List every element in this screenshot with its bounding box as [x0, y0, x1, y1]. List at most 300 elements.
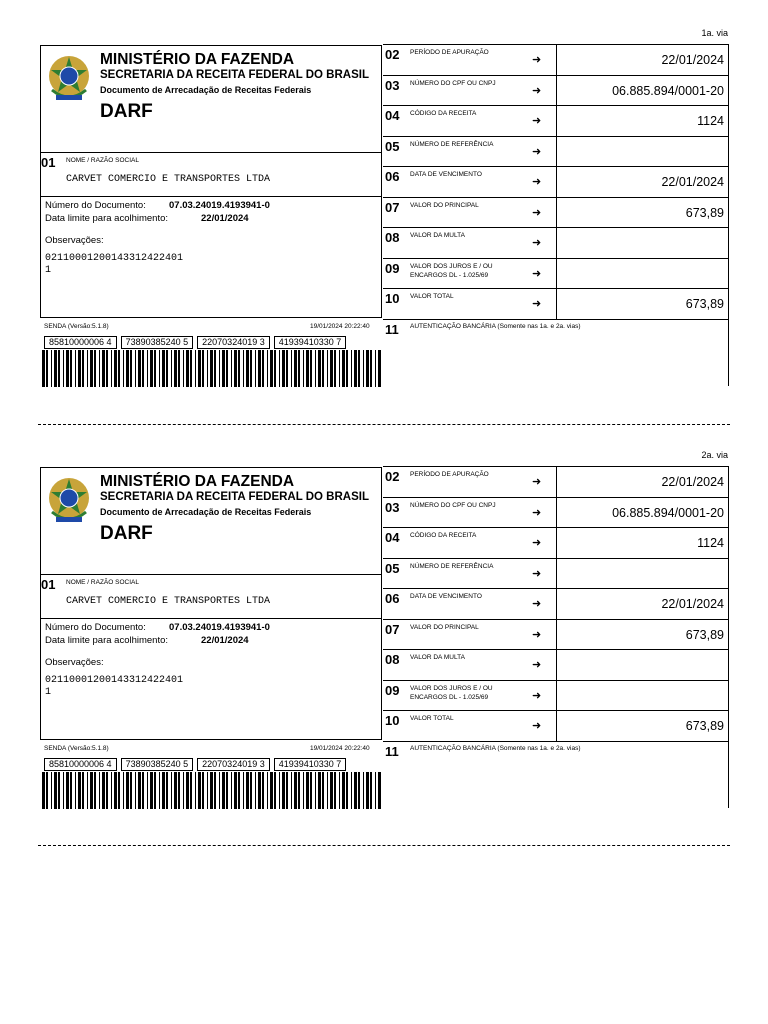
field-label: CÓDIGO DA RECEITA — [410, 110, 477, 117]
field-number: 03 — [385, 499, 400, 515]
barcode-bar — [282, 772, 285, 809]
barcode-bar — [166, 350, 168, 387]
barcode-bar — [378, 350, 381, 387]
via-label: 2a. via — [701, 450, 728, 460]
field-label: NOME / RAZÃO SOCIAL — [66, 157, 139, 164]
form-field-row — [383, 619, 729, 650]
arrow-right-icon: ➜ — [532, 659, 542, 671]
field-value — [556, 681, 729, 711]
field-value: 1124 — [556, 528, 729, 558]
barcode-bar — [154, 772, 156, 809]
barcode-bar — [262, 350, 264, 387]
barcode-bar — [198, 772, 201, 809]
barcode — [42, 350, 382, 387]
barcode-bar — [294, 772, 297, 809]
field-label: AUTENTICAÇÃO BANCÁRIA (Somente nas 1a. e 2a. vias) — [410, 745, 581, 752]
brazil-coat-of-arms-icon — [46, 54, 92, 102]
field-number: 10 — [385, 291, 400, 306]
form-field-row — [383, 558, 729, 589]
observations-line-2: 1 — [45, 265, 52, 276]
barcode-bar — [46, 350, 48, 387]
barcode-bar — [378, 772, 381, 809]
values-panel — [383, 466, 729, 808]
form-field-row — [383, 588, 729, 619]
barcode-bar — [183, 350, 184, 387]
barcode-bar — [255, 350, 256, 387]
barcode-bar — [291, 350, 292, 387]
barcode-bar — [202, 350, 204, 387]
barcode-bar — [186, 350, 189, 387]
barcode-group: 85810000006 4 — [44, 336, 117, 349]
field-label: VALOR DA MULTA — [410, 654, 465, 661]
field-number: 08 — [385, 230, 400, 245]
barcode-bar — [366, 772, 369, 809]
barcode-bar — [75, 772, 76, 809]
header-block — [41, 46, 381, 153]
barcode-bar — [111, 772, 112, 809]
generation-timestamp: 19/01/2024 20:22:40 — [310, 323, 370, 330]
barcode-bar — [375, 350, 376, 387]
barcode-bar — [258, 350, 261, 387]
barcode-bar — [354, 772, 357, 809]
barcode-bar — [351, 772, 352, 809]
barcode-bar — [94, 350, 96, 387]
observations-line-1: 02110001200143312422401 — [45, 253, 184, 264]
field-number: 05 — [385, 560, 400, 576]
form-field-row — [383, 197, 729, 228]
barcode-bar — [294, 350, 297, 387]
field-number: 09 — [385, 682, 400, 698]
barcode-bar — [219, 350, 220, 387]
barcode-bar — [162, 772, 165, 809]
form-field-row — [383, 44, 729, 75]
barcode-bar — [279, 772, 280, 809]
barcode-digits — [44, 758, 346, 771]
field-number: 06 — [385, 591, 400, 606]
barcode-bar — [255, 772, 256, 809]
form-field-row — [383, 466, 729, 497]
field-value: 673,89 — [556, 620, 729, 650]
barcode-bar — [183, 772, 184, 809]
barcode-bar — [174, 350, 177, 387]
cut-line — [38, 424, 730, 425]
barcode-bar — [70, 772, 72, 809]
barcode-bar — [346, 772, 348, 809]
barcode-bar — [63, 350, 64, 387]
field-number: 09 — [385, 260, 400, 276]
barcode-bar — [87, 350, 88, 387]
form-field-row — [383, 710, 729, 741]
barcode-bar — [126, 350, 129, 387]
arrow-right-icon: ➜ — [532, 176, 542, 188]
field-number: 01 — [41, 577, 56, 592]
barcode-bar — [171, 350, 172, 387]
arrow-right-icon: ➜ — [532, 567, 542, 580]
field-01-name — [41, 152, 381, 197]
field-11-authentication — [383, 319, 729, 386]
barcode-bar — [207, 772, 208, 809]
field-label: VALOR TOTAL — [410, 715, 454, 722]
field-value — [556, 559, 729, 589]
field-number: 02 — [385, 469, 400, 484]
via-label: 1a. via — [701, 28, 728, 38]
field-value — [556, 228, 729, 258]
barcode-bar — [370, 350, 372, 387]
barcode-bar — [90, 350, 93, 387]
field-value: 06.885.894/0001-20 — [556, 498, 729, 528]
field-number: 07 — [385, 199, 400, 215]
field-11-authentication — [383, 741, 729, 808]
barcode-bar — [210, 350, 213, 387]
form-title: DARF — [100, 101, 153, 122]
barcode-bar — [274, 350, 276, 387]
field-number: 02 — [385, 47, 400, 62]
barcode-bar — [51, 772, 52, 809]
field-value: 673,89 — [556, 711, 729, 741]
field-label: VALOR TOTAL — [410, 293, 454, 300]
barcode-bar — [238, 772, 240, 809]
field-value: 1124 — [556, 106, 729, 136]
barcode-bar — [327, 772, 328, 809]
barcode-bar — [354, 350, 357, 387]
field-value: 22/01/2024 — [556, 589, 729, 619]
barcode-bar — [214, 772, 216, 809]
arrow-right-icon: ➜ — [532, 54, 542, 66]
barcode-bar — [226, 772, 228, 809]
arrow-right-icon: ➜ — [532, 267, 542, 280]
barcode-bar — [366, 350, 369, 387]
barcode-bar — [66, 350, 69, 387]
barcode-bar — [118, 772, 120, 809]
arrow-right-icon: ➜ — [532, 145, 542, 158]
barcode-bar — [123, 350, 124, 387]
arrow-right-icon: ➜ — [532, 84, 542, 97]
barcode-bar — [198, 350, 201, 387]
document-title: Documento de Arrecadação de Receitas Federais — [100, 507, 312, 517]
barcode-bar — [178, 350, 180, 387]
barcode-bar — [291, 772, 292, 809]
barcode-bar — [130, 772, 132, 809]
field-01-name — [41, 574, 381, 619]
barcode-bar — [246, 350, 249, 387]
field-label: PERÍODO DE APURAÇÃO — [410, 471, 489, 478]
form-field-row — [383, 288, 729, 319]
field-number: 01 — [41, 155, 56, 170]
field-number: 06 — [385, 169, 400, 184]
barcode-bar — [246, 772, 249, 809]
barcode-bar — [279, 350, 280, 387]
barcode-bar — [267, 350, 268, 387]
barcode-group: 73890385240 5 — [121, 758, 194, 771]
barcode-bar — [363, 350, 364, 387]
field-number: 05 — [385, 138, 400, 154]
field-label: VALOR DOS JUROS E / OU ENCARGOS DL - 1.025/69 — [410, 684, 493, 701]
arrow-right-icon: ➜ — [532, 537, 542, 549]
barcode-bar — [162, 350, 165, 387]
brazil-coat-of-arms-icon — [46, 476, 92, 524]
barcode-bar — [315, 350, 316, 387]
field-value — [556, 650, 729, 680]
barcode-bar — [102, 350, 105, 387]
barcode-bar — [138, 772, 141, 809]
barcode-bar — [78, 772, 81, 809]
arrow-right-icon: ➜ — [532, 298, 542, 310]
arrow-right-icon: ➜ — [532, 598, 542, 610]
taxpayer-name: CARVET COMERCIO E TRANSPORTES LTDA — [66, 174, 271, 185]
barcode-bar — [363, 772, 364, 809]
field-value: 22/01/2024 — [556, 467, 729, 497]
document-title: Documento de Arrecadação de Receitas Federais — [100, 85, 312, 95]
barcode-bar — [267, 772, 268, 809]
field-number: 03 — [385, 77, 400, 93]
arrow-right-icon: ➜ — [532, 720, 542, 732]
barcode-bar — [147, 772, 148, 809]
barcode-bar — [142, 350, 144, 387]
barcode-bar — [342, 772, 345, 809]
barcode-bar — [90, 772, 93, 809]
barcode-bar — [70, 350, 72, 387]
header-block — [41, 468, 381, 575]
senda-version: SENDA (Versão:5.1.8) — [44, 323, 109, 330]
arrow-right-icon: ➜ — [532, 115, 542, 127]
barcode-bar — [114, 772, 117, 809]
observations-label: Observações: — [45, 235, 104, 246]
barcode-bar — [46, 772, 48, 809]
form-field-row — [383, 527, 729, 558]
barcode-bar — [58, 772, 60, 809]
barcode-bar — [222, 350, 225, 387]
barcode-bar — [310, 350, 312, 387]
field-label: CÓDIGO DA RECEITA — [410, 532, 477, 539]
secretariat-title: SECRETARIA DA RECEITA FEDERAL DO BRASIL — [100, 69, 369, 81]
barcode-bar — [150, 350, 153, 387]
form-field-row — [383, 105, 729, 136]
field-number: 11 — [385, 744, 399, 759]
deadline-label: Data limite para acolhimento: — [45, 635, 169, 646]
barcode-group: 22070324019 3 — [197, 758, 270, 771]
barcode-bar — [195, 350, 196, 387]
barcode-bar — [330, 350, 333, 387]
barcode-bar — [339, 350, 340, 387]
barcode-bar — [166, 772, 168, 809]
taxpayer-panel — [40, 45, 382, 318]
form-field-row — [383, 258, 729, 289]
arrow-right-icon: ➜ — [532, 476, 542, 488]
barcode-bar — [123, 772, 124, 809]
barcode-bar — [195, 772, 196, 809]
barcode-bar — [282, 350, 285, 387]
barcode-bar — [226, 350, 228, 387]
barcode-group: 41939410330 7 — [274, 336, 347, 349]
observations-label: Observações: — [45, 657, 104, 668]
form-field-row — [383, 166, 729, 197]
observations-line-2: 1 — [45, 687, 52, 698]
barcode-bar — [66, 772, 69, 809]
barcode-bar — [190, 350, 192, 387]
barcode-bar — [82, 772, 84, 809]
field-number: 04 — [385, 108, 400, 123]
arrow-right-icon: ➜ — [532, 628, 542, 641]
form-field-row — [383, 75, 729, 106]
barcode-bar — [270, 772, 273, 809]
barcode-bar — [315, 772, 316, 809]
barcode-group: 73890385240 5 — [121, 336, 194, 349]
barcode-bar — [322, 350, 324, 387]
barcode-bar — [75, 350, 76, 387]
barcode-bar — [106, 772, 108, 809]
barcode-bar — [42, 772, 45, 809]
barcode-bar — [243, 350, 244, 387]
barcode-bar — [99, 350, 100, 387]
darf-copy — [0, 422, 768, 822]
barcode-bar — [234, 772, 237, 809]
barcode-bar — [303, 772, 304, 809]
barcode-bar — [171, 772, 172, 809]
barcode-bar — [222, 772, 225, 809]
form-field-row — [383, 649, 729, 680]
barcode-bar — [306, 350, 309, 387]
barcode-bar — [286, 350, 288, 387]
barcode-bar — [190, 772, 192, 809]
barcode-digits — [44, 336, 346, 349]
field-label: AUTENTICAÇÃO BANCÁRIA (Somente nas 1a. e 2a. vias) — [410, 323, 581, 330]
barcode-bar — [130, 350, 132, 387]
barcode-bar — [250, 350, 252, 387]
barcode-bar — [111, 350, 112, 387]
barcode-bar — [330, 772, 333, 809]
barcode-bar — [51, 350, 52, 387]
barcode-group: 41939410330 7 — [274, 758, 347, 771]
field-label: VALOR DOS JUROS E / OU ENCARGOS DL - 1.025/69 — [410, 262, 493, 279]
form-field-row — [383, 680, 729, 711]
barcode-bar — [370, 772, 372, 809]
field-value — [556, 137, 729, 167]
document-number-label: Número do Documento: — [45, 200, 146, 211]
form-title: DARF — [100, 523, 153, 544]
arrow-right-icon: ➜ — [532, 506, 542, 519]
barcode-bar — [243, 772, 244, 809]
barcode-bar — [234, 350, 237, 387]
ministry-title: MINISTÉRIO DA FAZENDA — [100, 51, 295, 68]
barcode-bar — [238, 350, 240, 387]
barcode-bar — [114, 350, 117, 387]
barcode-bar — [42, 350, 45, 387]
taxpayer-panel — [40, 467, 382, 740]
field-value: 673,89 — [556, 289, 729, 319]
senda-version: SENDA (Versão:5.1.8) — [44, 745, 109, 752]
barcode-bar — [375, 772, 376, 809]
barcode-bar — [327, 350, 328, 387]
barcode-bar — [138, 350, 141, 387]
barcode-group: 85810000006 4 — [44, 758, 117, 771]
field-label: NOME / RAZÃO SOCIAL — [66, 579, 139, 586]
field-number: 08 — [385, 652, 400, 667]
barcode — [42, 772, 382, 809]
barcode-bar — [250, 772, 252, 809]
field-label: DATA DE VENCIMENTO — [410, 171, 482, 178]
barcode-bar — [262, 772, 264, 809]
field-label: NÚMERO DE REFERÊNCIA — [410, 140, 494, 148]
field-value: 22/01/2024 — [556, 45, 729, 75]
barcode-bar — [231, 772, 232, 809]
barcode-bar — [154, 350, 156, 387]
barcode-bar — [54, 772, 57, 809]
barcode-bar — [270, 350, 273, 387]
deadline-value: 22/01/2024 — [201, 213, 249, 224]
document-number-value: 07.03.24019.4193941-0 — [169, 200, 270, 211]
barcode-bar — [219, 772, 220, 809]
barcode-bar — [135, 772, 136, 809]
generation-timestamp: 19/01/2024 20:22:40 — [310, 745, 370, 752]
arrow-right-icon: ➜ — [532, 237, 542, 249]
barcode-bar — [54, 350, 57, 387]
barcode-bar — [231, 350, 232, 387]
barcode-bar — [358, 350, 360, 387]
barcode-bar — [322, 772, 324, 809]
barcode-bar — [214, 350, 216, 387]
barcode-bar — [339, 772, 340, 809]
barcode-bar — [286, 772, 288, 809]
field-label: VALOR DO PRINCIPAL — [410, 201, 479, 209]
barcode-bar — [186, 772, 189, 809]
taxpayer-name: CARVET COMERCIO E TRANSPORTES LTDA — [66, 596, 271, 607]
cut-line — [38, 845, 730, 846]
barcode-bar — [118, 350, 120, 387]
barcode-bar — [298, 772, 300, 809]
field-label: NÚMERO DO CPF OU CNPJ — [410, 501, 496, 509]
deadline-value: 22/01/2024 — [201, 635, 249, 646]
field-label: NÚMERO DO CPF OU CNPJ — [410, 79, 496, 87]
barcode-bar — [274, 772, 276, 809]
barcode-bar — [210, 772, 213, 809]
barcode-bar — [258, 772, 261, 809]
barcode-bar — [58, 350, 60, 387]
secretariat-title: SECRETARIA DA RECEITA FEDERAL DO BRASIL — [100, 491, 369, 503]
barcode-bar — [334, 350, 336, 387]
barcode-bar — [207, 350, 208, 387]
barcode-bar — [346, 350, 348, 387]
deadline-label: Data limite para acolhimento: — [45, 213, 169, 224]
ministry-title: MINISTÉRIO DA FAZENDA — [100, 473, 295, 490]
barcode-bar — [318, 350, 321, 387]
barcode-bar — [358, 772, 360, 809]
arrow-right-icon: ➜ — [532, 206, 542, 219]
barcode-bar — [99, 772, 100, 809]
barcode-bar — [351, 350, 352, 387]
barcode-bar — [87, 772, 88, 809]
field-number: 11 — [385, 322, 399, 337]
barcode-bar — [82, 350, 84, 387]
values-panel — [383, 44, 729, 386]
barcode-bar — [150, 772, 153, 809]
barcode-bar — [178, 772, 180, 809]
barcode-bar — [159, 350, 160, 387]
barcode-bar — [334, 772, 336, 809]
field-label: VALOR DA MULTA — [410, 232, 465, 239]
barcode-bar — [126, 772, 129, 809]
barcode-group: 22070324019 3 — [197, 336, 270, 349]
field-number: 04 — [385, 530, 400, 545]
field-label: NÚMERO DE REFERÊNCIA — [410, 562, 494, 570]
barcode-bar — [94, 772, 96, 809]
barcode-bar — [142, 772, 144, 809]
barcode-bar — [147, 350, 148, 387]
field-value: 22/01/2024 — [556, 167, 729, 197]
barcode-bar — [318, 772, 321, 809]
barcode-bar — [306, 772, 309, 809]
barcode-bar — [78, 350, 81, 387]
field-number: 10 — [385, 713, 400, 728]
